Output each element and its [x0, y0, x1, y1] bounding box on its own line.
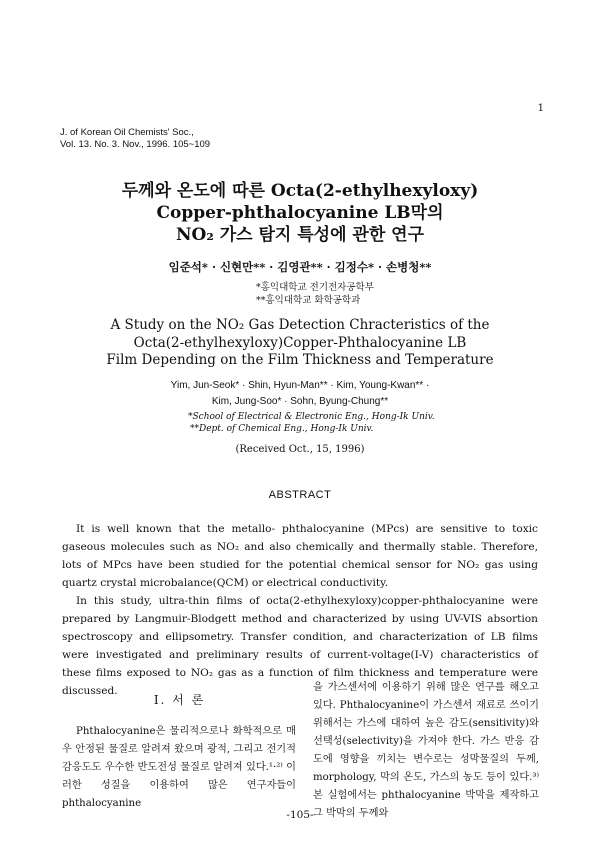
abstract-body: [62, 520, 538, 700]
body-column-left: [62, 723, 296, 813]
section-heading: I. 서 론: [153, 693, 206, 707]
received-date: (Received Oct., 15, 1996): [235, 444, 365, 455]
korean-title-line: NO₂ 가스 탐지 특성에 관한 연구: [175, 225, 425, 245]
korean-title-line: 두께와 온도에 따른 Octa(2-ethylhexyloxy): [121, 181, 479, 201]
abstract-paragraph: It is well known that the metallo- phthalocyanine (MPcs) are sensitive to toxic gaseous molecules such as NO₂ and also chemically and thermally stable. Therefore, lots of MPcs have been studied for the potential chemical sensor for NO₂ gas using quartz crystal microbalance(QCM) or electrical conductivity.: [62, 523, 538, 589]
english-title-line: Film Depending on the Film Thickness and Temperature: [106, 352, 494, 368]
page-footer-number: -105-: [286, 809, 314, 821]
english-title-line: Octa(2-ethylhexyloxy)Copper-Phthalocyanine LB: [133, 334, 467, 351]
journal-line: J. of Korean Oil Chemists' Soc.,: [60, 127, 194, 138]
author-line: Kim, Jung-Soo* · Sohn, Byung-Chung**: [211, 396, 389, 407]
body-paragraph: Phthalocyanine은 물리적으로나 화학적으로 매우 안정된 물질로 알려져 왔으며 광적, 그리고 전기적 감응도도 우수한 반도전성 물질로 알려져 있다.¹·²⁾ 이러한 성질을 이용하여 많은 연구자들이 phthalocyanine: [62, 726, 296, 809]
english-authors: [0, 378, 600, 410]
journal-citation: [60, 127, 210, 151]
body-column-right: [313, 679, 539, 823]
english-title-line: A Study on the NO₂ Gas Detection Chracteristics of the: [110, 317, 490, 333]
affiliation-line: *School of Electrical & Electronic Eng., Hong-Ik Univ.: [188, 412, 435, 422]
body-paragraph: 을 가스센서에 이용하기 위해 많은 연구를 해오고 있다. Phthalocyanine이 가스센서 재료로 쓰이기 위해서는 가스에 대하여 높은 감도(sensitivity)와 선택성(selectivity)을 가져야 한다. 가스 반응 감도에 영향을 끼치는 변수로는 성막물질의 두께, morphology, 막의 온도, 가스의 농도 등이 있다.³⁾ 본 실험에서는 phthalocyanine 박막을 제작하고 그 박막의 두께와: [313, 682, 539, 819]
page-number: 1: [537, 103, 544, 114]
korean-authors: 임준석* · 신현만** · 김영관** · 김정수* · 손병청**: [168, 260, 432, 274]
korean-affiliations: [256, 281, 374, 307]
affiliation-line: **Dept. of Chemical Eng., Hong-Ik Univ.: [190, 424, 374, 434]
english-affiliations: [188, 411, 435, 435]
abstract-paragraph: In this study, ultra-thin films of octa(2-ethylhexyloxy)copper-phthalocyanine were prepared by Langmuir-Blodgett method and characterized by using UV-VIS absortion spectroscopy and ellipsometry. Transfer condition, and characterization of LB films were investigated and preliminary results of current-voltage(I-V) characteristics of these films exposed to NO₂ gas as a function of film thickness and temperature were discussed.: [62, 595, 538, 697]
english-title: [0, 317, 600, 370]
affiliation-line: *홍익대학교 전기전자공학부: [256, 282, 374, 293]
korean-title-line: Copper-phthalocyanine LB막의: [156, 203, 444, 223]
affiliation-line: **홍익대학교 화학공학과: [256, 295, 361, 306]
journal-line: Vol. 13. No. 3. Nov., 1996. 105~109: [60, 139, 211, 150]
abstract-heading: ABSTRACT: [268, 489, 332, 501]
author-line: Yim, Jun-Seok* · Shin, Hyun-Man** · Kim, Young-Kwan** ·: [170, 380, 430, 391]
korean-title: [0, 180, 600, 246]
